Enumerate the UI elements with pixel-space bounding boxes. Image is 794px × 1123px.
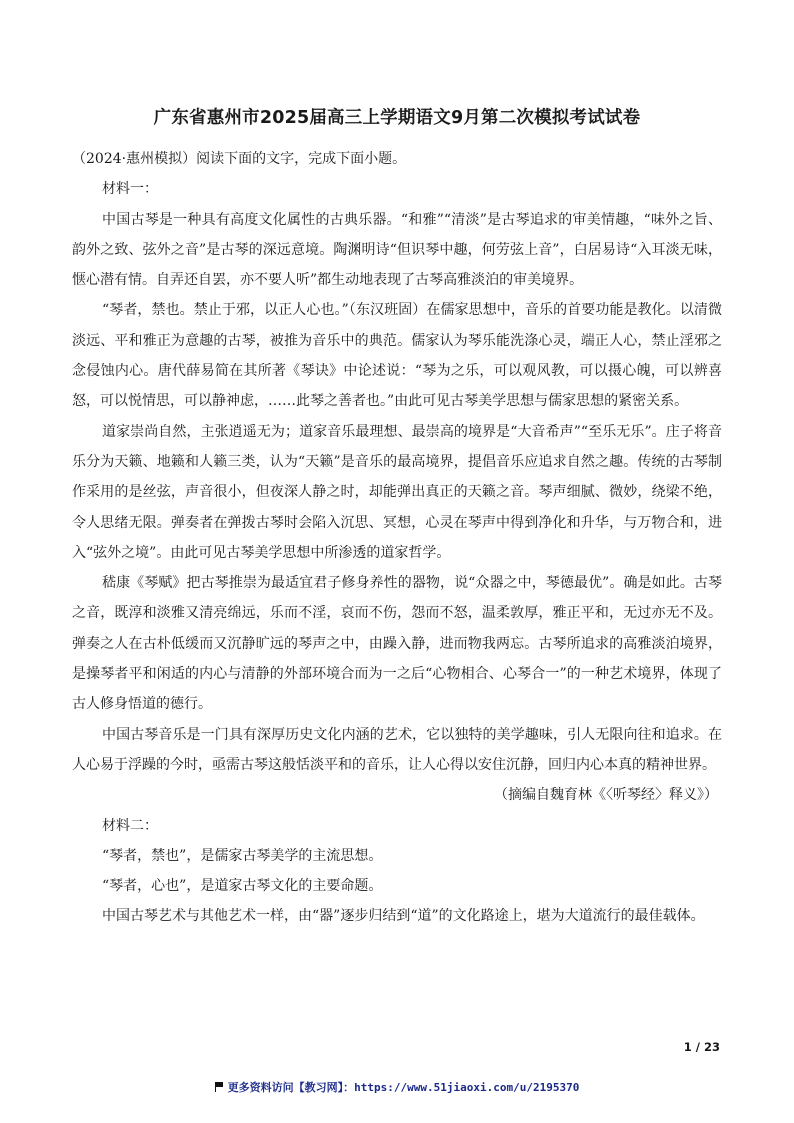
paragraph: 中国古琴是一种具有高度文化属性的古典乐器。“和雅”“清淡”是古琴追求的审美情趣，“味外之旨、韵外之致、弦外之音”是古琴的深远意境。陶渊明诗“但识琴中趣，何劳弦上音”，白居易诗“入耳淡无味，惬心潜有情。自弄还自罢，亦不要人听”都生动地表现了古琴高雅淡泊的审美境界。	[72, 211, 722, 289]
footer-text[interactable]: 更多资料访问【教习网】：https://www.51jiaoxi.com/u/2195370	[227, 1081, 580, 1094]
material-two-label: 材料二：	[102, 817, 158, 834]
document-body	[72, 144, 722, 932]
source-citation: （摘编自魏育林《〈听琴经〉释义》）	[494, 787, 718, 804]
page-title: 广东省惠州市2025届高三上学期语文9月第二次模拟考试试卷	[153, 108, 641, 128]
instruction-text: （2024·惠州模拟）阅读下面的文字，完成下面小题。	[72, 151, 407, 167]
material-one-label: 材料一：	[102, 181, 158, 198]
paragraph: 中国古琴音乐是一门具有深厚历史文化内涵的艺术，它以独特的美学趣味，引人无限向往和追求。在人心易于浮躁的今时，亟需古琴这般恬淡平和的音乐，让人心得以安住沉静，回归内心本真的精神世界。	[72, 726, 722, 773]
material-two-line: “琴者，心也”，是道家古琴文化的主要命题。	[102, 878, 383, 895]
footer-link[interactable]	[0, 1079, 794, 1095]
material-two-line: 中国古琴艺术与其他艺术一样，由“器”逐步归结到“道”的文化路途上，堪为大道流行的最佳载体。	[102, 908, 705, 925]
page-number: 1 / 23	[683, 1040, 720, 1054]
flag-icon	[215, 1082, 224, 1092]
paragraph: “琴者，禁也。禁止于邪，以正人心也。”（东汉班固）在儒家思想中，音乐的首要功能是教化。以清微淡远、平和雅正为意趣的古琴，被推为音乐中的典范。儒家认为琴乐能洗涤心灵，端正人心，禁止淫邪之念侵蚀内心。唐代薛易简在其所著《琴诀》中论述说：“琴为之乐，可以观风教，可以摄心魄，可以辨喜怒，可以悦情思，可以静神虑，……此琴之善者也。”由此可见古琴美学思想与儒家思想的紧密关系。	[72, 302, 722, 410]
material-two-line: “琴者，禁也”，是儒家古琴美学的主流思想。	[102, 847, 383, 864]
paragraph: 嵇康《琴赋》把古琴推崇为最适宜君子修身养性的器物，说“众器之中，琴德最优”。确是如此。古琴之音，既淳和淡雅又清亮绵远，乐而不淫，哀而不伤，怨而不怒，温柔敦厚，雅正平和，无过亦无不及。弹奏之人在古朴低缓而又沉静旷远的琴声之中，由躁入静，进而物我两忘。古琴所追求的高雅淡泊境界，是操琴者平和闲适的内心与清静的外部环境合而为一之后“心物相合、心琴合一”的一种艺术境界，体现了古人修身悟道的德行。	[72, 575, 722, 713]
paragraph: 道家崇尚自然，主张逍遥无为；道家音乐最理想、最崇高的境界是“大音希声”“至乐无乐”。庄子将音乐分为天籁、地籁和人籁三类，认为“天籁”是音乐的最高境界，提倡音乐应追求自然之趣。传统的古琴制作采用的是丝弦，声音很小，但夜深人静之时，却能弹出真正的天籁之音。琴声细腻、微妙，绕梁不绝，令人思绪无限。弹奏者在弹拨古琴时会陷入沉思、冥想，心灵在琴声中得到净化和升华，与万物合和，进入“弦外之境”。由此可见古琴美学思想中所渗透的道家哲学。	[72, 423, 722, 561]
